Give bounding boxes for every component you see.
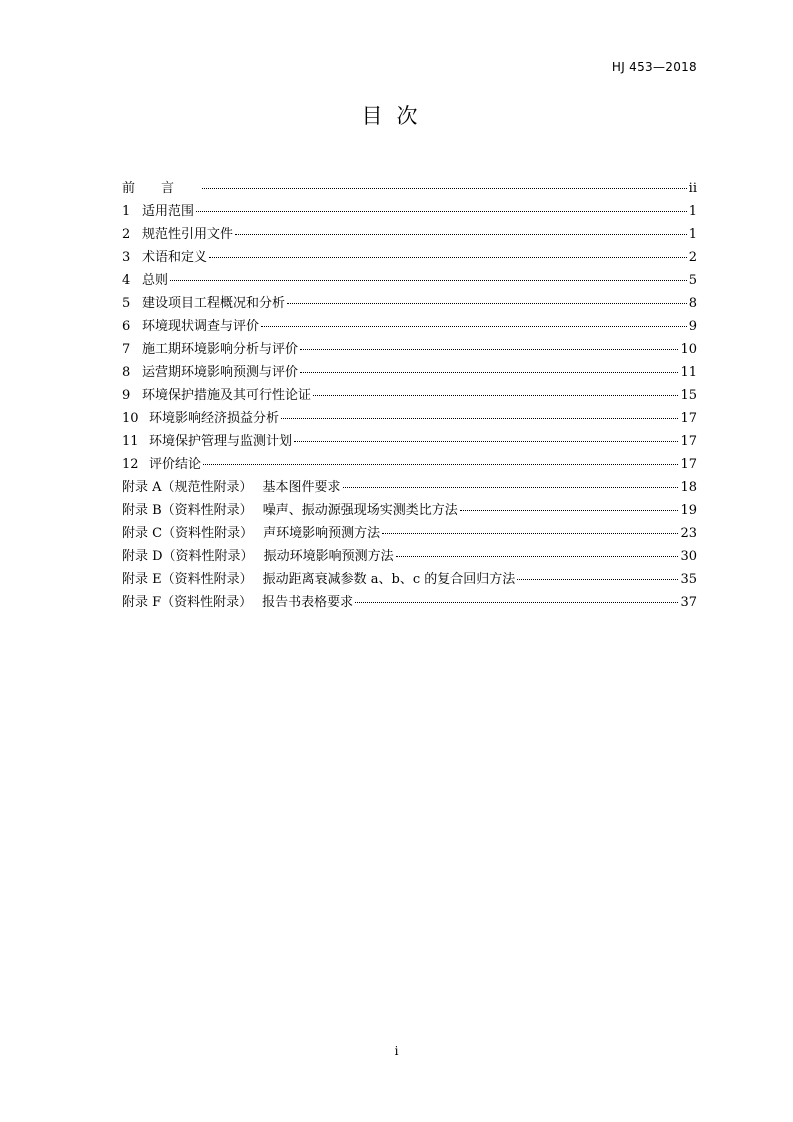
- toc-entry-title: 基本图件要求: [262, 480, 341, 495]
- toc-annex-tag: 附录 E（资料性附录）: [122, 572, 253, 587]
- toc-dot-leader: [281, 417, 678, 419]
- toc-dot-leader: [313, 394, 678, 396]
- toc-entry[interactable]: [122, 315, 697, 338]
- toc-entry-number: 11: [122, 434, 139, 449]
- toc-entry-number: 7: [122, 342, 131, 357]
- toc-entry-number: 3: [122, 250, 131, 265]
- toc-entry-title: 适用范围: [142, 204, 195, 219]
- toc-entry[interactable]: [122, 476, 697, 499]
- toc-entry-title: 报告书表格要求: [262, 595, 354, 610]
- toc-entry-number: 6: [122, 319, 131, 334]
- toc-page-number: 19: [680, 503, 697, 518]
- toc-entry[interactable]: [122, 499, 697, 522]
- toc-dot-leader: [460, 509, 679, 511]
- toc-dot-leader: [203, 463, 678, 465]
- toc-entry-label: [122, 384, 311, 407]
- toc-entry-title: 前言: [122, 181, 201, 196]
- toc-entry-title: 规范性引用文件: [142, 227, 234, 242]
- toc-entry-label: [122, 269, 168, 292]
- toc-annex-tag: 附录 A（规范性附录）: [122, 480, 253, 495]
- toc-page-number: 1: [688, 227, 697, 242]
- toc-entry-label: [122, 246, 207, 269]
- toc-dot-leader: [196, 210, 687, 212]
- toc-dot-leader: [170, 279, 687, 281]
- toc-dot-leader: [355, 601, 678, 603]
- page-number: i: [394, 1044, 399, 1058]
- toc-entry-number: 1: [122, 204, 131, 219]
- toc-entry[interactable]: [122, 430, 697, 453]
- toc-page-number: 17: [680, 457, 697, 472]
- toc-entry-title: 总则: [142, 273, 169, 288]
- toc-dot-leader: [287, 302, 687, 304]
- toc-page-number: 37: [680, 595, 697, 610]
- toc-page-number: 17: [680, 411, 697, 426]
- toc-page-number: 11: [680, 365, 697, 380]
- toc-dot-leader: [209, 256, 687, 258]
- toc-entry[interactable]: [122, 453, 697, 476]
- toc-dot-leader: [382, 532, 678, 534]
- toc-entry-label: [122, 361, 298, 384]
- toc-entry-label: [122, 591, 353, 614]
- toc-entry-title: 术语和定义: [142, 250, 208, 265]
- toc-page-number: 15: [680, 388, 697, 403]
- toc-entry-number: 2: [122, 227, 131, 242]
- toc-dot-leader: [300, 348, 678, 350]
- toc-entry-title: 环境保护措施及其可行性论证: [142, 388, 312, 403]
- toc-entry[interactable]: [122, 200, 697, 223]
- toc-entry-label: [122, 292, 285, 315]
- document-code: HJ 453—2018: [611, 60, 697, 74]
- toc-entry-number: 5: [122, 296, 131, 311]
- toc-dot-leader: [396, 555, 679, 557]
- toc-entry-number: 9: [122, 388, 131, 403]
- toc-page-number: ii: [688, 181, 697, 196]
- toc-entry-number: 10: [122, 411, 139, 426]
- toc-page-number: 18: [680, 480, 697, 495]
- toc-page-number: 9: [688, 319, 697, 334]
- toc-entry[interactable]: [122, 177, 697, 200]
- toc-page-number: 1: [688, 204, 697, 219]
- toc-annex-tag: 附录 B（资料性附录）: [122, 503, 253, 518]
- toc-entry-label: [122, 407, 279, 430]
- toc-entry-label: [122, 453, 201, 476]
- toc-entry-label: [122, 223, 233, 246]
- toc-entry-title: 振动距离衰减参数 a、b、c 的复合回归方法: [262, 572, 516, 587]
- toc-entry-title: 环境现状调查与评价: [142, 319, 260, 334]
- toc-entry-label: [122, 430, 292, 453]
- toc-entry-label: [122, 315, 259, 338]
- toc-annex-tag: 附录 D（资料性附录）: [122, 549, 254, 564]
- toc-entry-title: 声环境影响预测方法: [263, 526, 381, 541]
- toc-page-number: 2: [688, 250, 697, 265]
- toc-entry[interactable]: [122, 545, 697, 568]
- toc-dot-leader: [300, 371, 678, 373]
- toc-page-number: 5: [688, 273, 697, 288]
- table-of-contents: [122, 177, 697, 614]
- toc-entry-title: 振动环境影响预测方法: [263, 549, 394, 564]
- toc-entry[interactable]: [122, 407, 697, 430]
- toc-entry-label: [122, 338, 298, 361]
- toc-entry[interactable]: [122, 269, 697, 292]
- toc-entry-title: 噪声、振动源强现场实测类比方法: [262, 503, 458, 518]
- toc-entry-title: 施工期环境影响分析与评价: [142, 342, 299, 357]
- toc-dot-leader: [235, 233, 687, 235]
- toc-page-number: 17: [680, 434, 697, 449]
- toc-entry-number: 12: [122, 457, 139, 472]
- toc-entry-number: 8: [122, 365, 131, 380]
- toc-entry[interactable]: [122, 338, 697, 361]
- toc-dot-leader: [261, 325, 687, 327]
- toc-dot-leader: [343, 486, 679, 488]
- toc-entry-title: 建设项目工程概况和分析: [142, 296, 286, 311]
- toc-entry-title: 评价结论: [149, 457, 202, 472]
- toc-entry-label: [122, 568, 515, 591]
- toc-entry-number: 4: [122, 273, 131, 288]
- toc-entry[interactable]: [122, 591, 697, 614]
- toc-dot-leader: [202, 187, 687, 189]
- toc-entry-title: 运营期环境影响预测与评价: [142, 365, 299, 380]
- toc-entry-label: [122, 522, 380, 545]
- toc-page-number: 35: [680, 572, 697, 587]
- toc-entry-label: [122, 499, 458, 522]
- toc-entry[interactable]: [122, 223, 697, 246]
- toc-dot-leader: [294, 440, 678, 442]
- toc-entry[interactable]: [122, 361, 697, 384]
- toc-annex-tag: 附录 F（资料性附录）: [122, 595, 253, 610]
- page-title: 目次: [361, 104, 432, 128]
- toc-dot-leader: [517, 578, 678, 580]
- toc-entry-label: [122, 476, 341, 499]
- toc-annex-tag: 附录 C（资料性附录）: [122, 526, 254, 541]
- toc-entry[interactable]: [122, 384, 697, 407]
- toc-entry-title: 环境影响经济损益分析: [149, 411, 280, 426]
- toc-page-number: 8: [688, 296, 697, 311]
- toc-page-number: 23: [680, 526, 697, 541]
- toc-entry-label: [122, 177, 200, 200]
- toc-entry[interactable]: [122, 568, 697, 591]
- toc-entry-title: 环境保护管理与监测计划: [149, 434, 293, 449]
- toc-entry[interactable]: [122, 292, 697, 315]
- toc-page-number: 30: [680, 549, 697, 564]
- toc-entry[interactable]: [122, 522, 697, 545]
- toc-entry-label: [122, 545, 394, 568]
- toc-page-number: 10: [680, 342, 697, 357]
- toc-entry-label: [122, 200, 194, 223]
- toc-entry[interactable]: [122, 246, 697, 269]
